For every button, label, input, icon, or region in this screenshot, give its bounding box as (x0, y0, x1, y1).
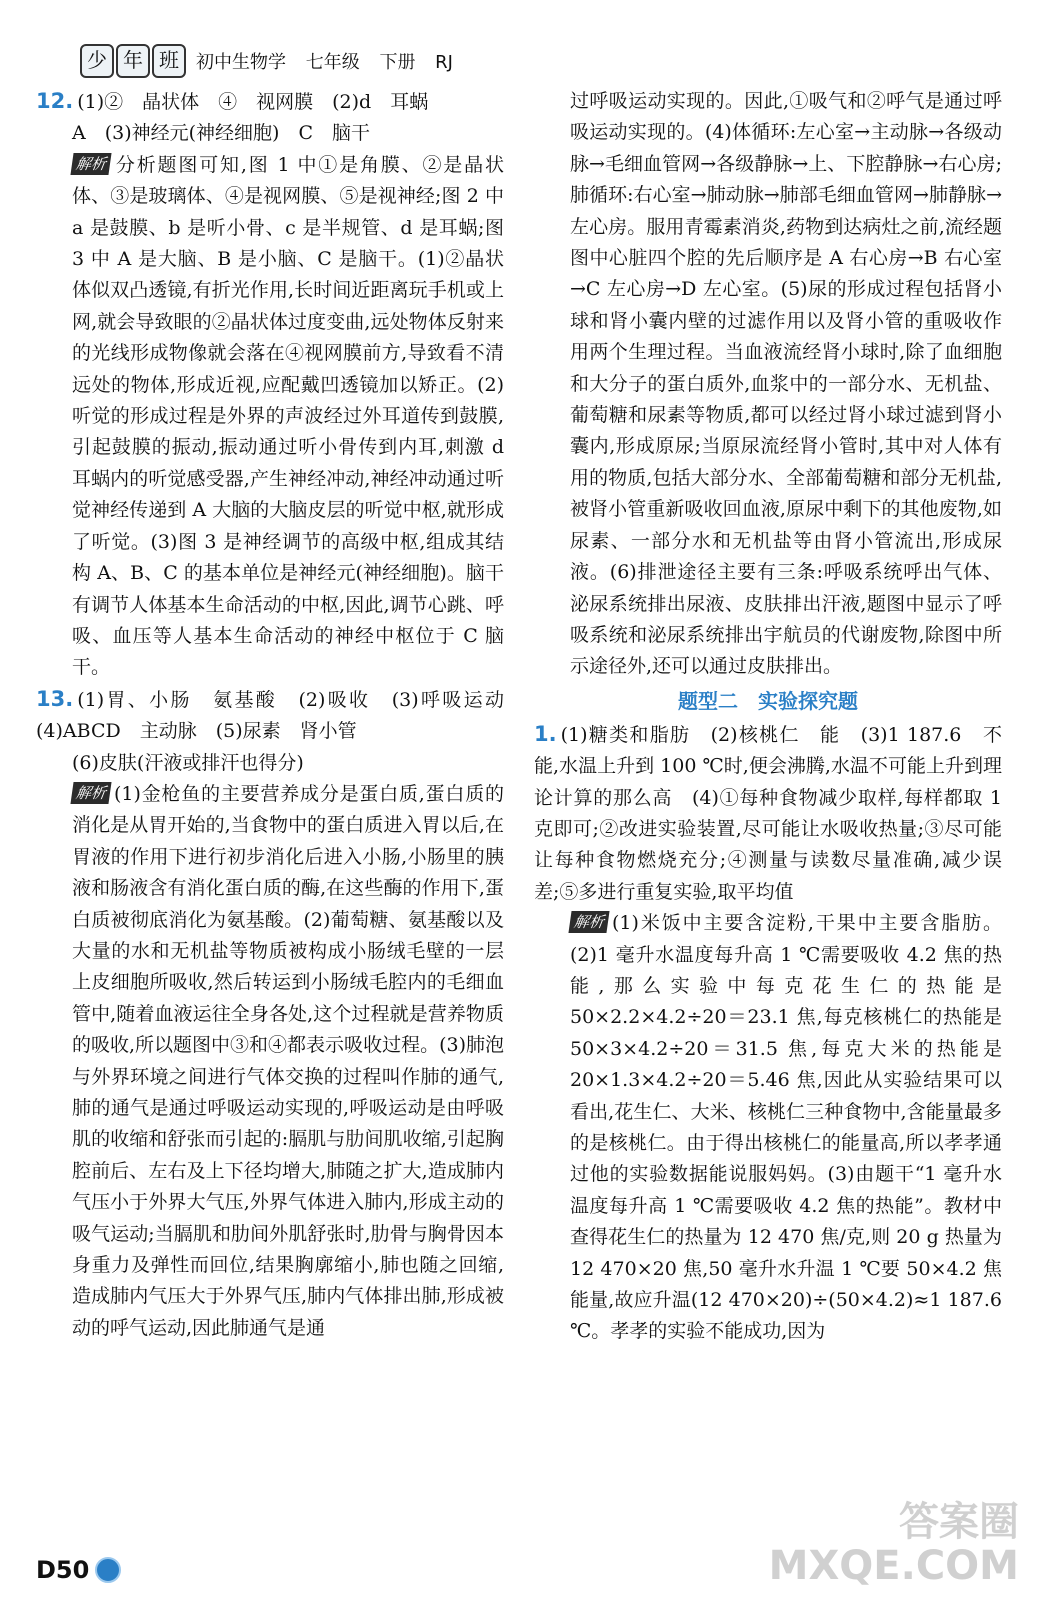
analysis-tag: 解析 (70, 782, 111, 804)
question-number: 13. (36, 686, 74, 711)
logo-char: 年 (116, 44, 150, 78)
page-header (80, 44, 453, 78)
answer-text: (1)② 晶状体 ④ 视网膜 (2)d 耳蜗 (77, 91, 429, 113)
analysis-text: (1)金枪鱼的主要营养成分是蛋白质,蛋白质的消化是从胃开始的,当食物中的蛋白质进入胃以后,在胃液的作用下进行初步消化后进入小肠,小肠里的胰液和肠液含有消化蛋白质的酶,在这些酶的作用下,蛋白质被彻底消化为氨基酸。(2)葡萄糖、氨基酸以及大量的水和无机盐等物质被构成小肠绒毛壁的一层上皮细胞所吸收,然后转运到小肠绒毛腔内的毛细血管中,随着血液运往全身各处,这个过程就是营养物质的吸收,所以题图中③和④都表示吸收过程。(3)肺泡与外界环境之间进行气体交换的过程叫作肺的通气,肺的通气是通过呼吸运动实现的,呼吸运动是由呼吸肌的收缩和舒张而引起的:膈肌与肋间肌收缩,引起胸腔前后、左右及上下径均增大,肺随之扩大,造成肺内气压小于外界大气压,外界气体进入肺内,形成主动的吸气运动;当膈肌和肋间外肌舒张时,肋骨与胸骨因本身重力及弹性而回位,结果胸廓缩小,肺也随之回缩,造成肺内气压大于外界气压,肺内气体排出肺,形成被动的呼气运动,因此肺通气是通 (72, 782, 504, 1339)
logo-char: 少 (80, 44, 114, 78)
header-title: 初中生物学 七年级 下册 RJ (196, 52, 453, 73)
section-title: 题型二 实验探究题 (678, 688, 858, 713)
page-number: D50 (36, 1556, 90, 1584)
q12-analysis (36, 150, 504, 684)
watermark (769, 1500, 1019, 1588)
q12-answer (36, 86, 504, 118)
question-number: 12. (36, 89, 74, 113)
q13-answer (36, 684, 524, 748)
page-dot-icon (95, 1557, 121, 1583)
question-number: 1. (534, 721, 557, 746)
analysis-text: (1)米饭中主要含淀粉,干果中主要含脂肪。(2)1 毫升水温度每升高 1 ℃需要吸收 4.2 焦的热能,那么实验中每克花生仁的热能是 50×2.2×4.2÷20＝23.1 焦,每克核桃仁的热能是 50×3×4.2÷20＝31.5 焦,每克大米的热能是 20×1.3×4.2÷20＝5.46 焦,因此从实验结果可以看出,花生仁、大米、核桃仁三种食物中,含能量最多的是核桃仁。由于得出核桃仁的能量高,所以孝孝通过他的实验数据能说服妈妈。(3)由题干“1 毫升水温度每升高 1 ℃需要吸收 4.2 焦的热能”。教材中查得花生仁的热量为 12 470 焦/克,则 20 g 热量为 12 470×20 焦,50 毫升水升温 1 ℃要 50×4.2 焦能量,故应升温(12 470×20)÷(50×4.2)≈1 187.6 ℃。孝孝的实验不能成功,因为 (570, 912, 1002, 1343)
watermark-line: 答案圈 (899, 1499, 1019, 1545)
right-column (534, 86, 1002, 1348)
answer-text: (1)胃、小肠 氨基酸 (2)吸收 (3)呼吸运动 (4)ABCD 主动脉 (5)尿素 肾小管 (36, 688, 524, 743)
analysis-tag: 解析 (70, 153, 111, 175)
page-footer (36, 1556, 121, 1584)
analysis-text: 分析题图可知,图 1 中①是角膜、②是晶状体、③是玻璃体、④是视网膜、⑤是视神经;图 2 中 a 是鼓膜、b 是听小骨、c 是半规管、d 是耳蜗;图 3 中 A 是大脑、B 是小脑、C 是脑干。(1)②晶状体似双凸透镜,有折光作用,长时间近距离玩手机或上网,就会导致眼的②晶状体过度变曲,远处物体反射来的光线形成物像就会落在④视网膜前方,导致看不清远处的物体,形成近视,应配戴凹透镜加以矫正。(2)听觉的形成过程是外界的声波经过外耳道传到鼓膜,引起鼓膜的振动,振动通过听小骨传到内耳,刺激 d 耳蜗内的听觉感受器,产生神经冲动,神经冲动通过听觉神经传递到 A 大脑的大脑皮层的听觉中枢,就形成了听觉。(3)图 3 是神经调节的高级中枢,组成其结构 A、B、C 的基本单位是神经元(神经细胞)。脑干有调节人体基本生命活动的中枢,因此,调节心跳、呼吸、血压等人基本生命活动的神经中枢位于 C 脑干。 (72, 153, 504, 679)
logo-char: 班 (152, 44, 186, 78)
q13-analysis-continued: 过呼吸运动实现的。因此,①吸气和②呼气是通过呼吸运动实现的。(4)体循环:左心室→主动脉→各级动脉→毛细血管网→各级静脉→上、下腔静脉→右心房;肺循环:右心室→肺动脉→肺部毛细血管网→肺静脉→左心房。服用青霉素消炎,药物到达病灶之前,流经题图中心脏四个腔的先后顺序是 A 右心房→B 右心室→C 左心房→D 左心室。(5)尿的形成过程包括肾小球和肾小囊内壁的过滤作用以及肾小管的重吸收作用两个生理过程。当血液流经肾小球时,除了血细胞和大分子的蛋白质外,血浆中的一部分水、无机盐、葡萄糖和尿素等物质,都可以经过肾小球过滤到肾小囊内,形成原尿;当原尿流经肾小管时,其中对人体有用的物质,包括大部分水、全部葡萄糖和部分无机盐,被肾小管重新吸收回血液,原尿中剩下的其他废物,如尿素、一部分水和无机盐等由肾小管流出,形成尿液。(6)排泄途径主要有三条:呼吸系统呼出气体、泌尿系统排出尿液、皮肤排出汗液,题图中显示了呼吸系统和泌尿系统排出宇航员的代谢废物,除图中所示途径外,还可以通过皮肤排出。 (570, 90, 1002, 678)
q1-analysis (534, 908, 1002, 1348)
answer-text: (1)糖类和脂肪 (2)核桃仁 能 (3)1 187.6 不能,水温上升到 100 ℃时,便会沸腾,水温不可能上升到理论计算的那么高 (4)①每种食物减少取样,每样都取 1 克即可;②改进实验装置,尽可能让水吸收热量;③尽可能让每种食物燃烧充分;④测量与读数尽量准确,减少误差;⑤多进行重复实验,取平均值 (534, 723, 1002, 903)
series-logo (80, 44, 186, 78)
q13-answer-line2: (6)皮肤(汗液或排汗也得分) (72, 751, 304, 774)
q12-answer-line2: A (3)神经元(神经细胞) C 脑干 (72, 122, 370, 145)
left-column (36, 86, 524, 1344)
q13-analysis (36, 779, 504, 1344)
watermark-line: MXQE.COM (768, 1543, 1019, 1589)
q1-answer (534, 719, 1002, 908)
analysis-tag: 解析 (568, 911, 609, 933)
